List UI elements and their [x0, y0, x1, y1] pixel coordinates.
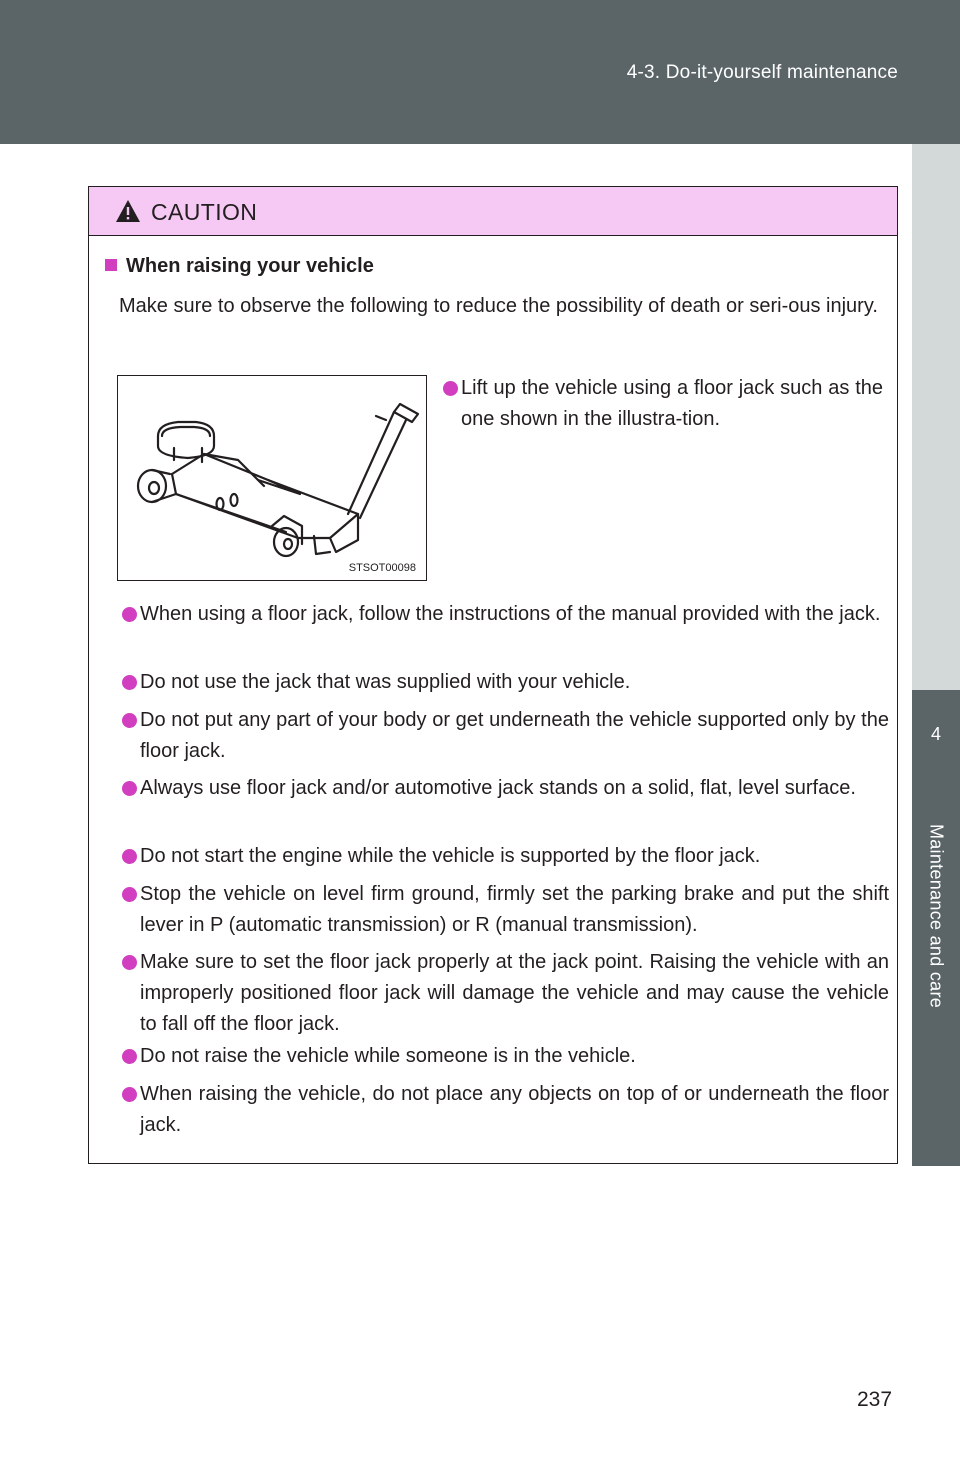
floor-jack-icon	[118, 376, 426, 580]
header-bar	[0, 0, 960, 144]
bullet-icon	[122, 1049, 137, 1064]
section-title: 4-3. Do-it-yourself maintenance	[626, 62, 898, 83]
page-number: 237	[857, 1388, 893, 1411]
caution-heading-text: When raising your vehicle	[126, 255, 374, 277]
figure-code: STSOT00098	[348, 562, 416, 574]
list-item: When using a floor jack, follow the instructions of the manual provided with the jack.	[122, 599, 889, 630]
square-bullet-icon	[105, 259, 117, 271]
caution-heading	[105, 255, 374, 278]
list-item: Do not start the engine while the vehicle is supported by the floor jack.	[122, 841, 889, 872]
caution-header	[89, 187, 897, 236]
list-item: Always use floor jack and/or automotive jack stands on a solid, flat, level surface.	[122, 773, 889, 804]
bullet-icon	[122, 675, 137, 690]
floor-jack-illustration	[117, 375, 427, 581]
chapter-title: Maintenance and care	[926, 823, 947, 1009]
list-item: Do not use the jack that was supplied with your vehicle.	[122, 667, 889, 698]
bullet-icon	[122, 781, 137, 796]
list-item: When raising the vehicle, do not place any objects on top of or underneath the floor jack.	[122, 1079, 889, 1141]
caution-box	[88, 186, 898, 1164]
list-item: Stop the vehicle on level firm ground, firmly set the parking brake and put the shift lever in P (automatic transmission) or R (manual transmission).	[122, 879, 889, 941]
warning-icon	[115, 199, 141, 223]
list-item: Lift up the vehicle using a floor jack such as the one shown in the illustra-tion.	[443, 373, 883, 435]
bullet-icon	[122, 955, 137, 970]
bullet-icon	[122, 1087, 137, 1102]
bullet-icon	[122, 849, 137, 864]
bullet-icon	[122, 607, 137, 622]
list-item: Do not put any part of your body or get underneath the vehicle supported only by the floor jack.	[122, 705, 889, 767]
side-tab-background	[912, 144, 960, 690]
list-item: Make sure to set the floor jack properly at the jack point. Raising the vehicle with an improperly positioned floor jack will damage the vehicle and may cause the vehicle to fall off the floor jack.	[122, 947, 889, 1040]
list-item: Do not raise the vehicle while someone is in the vehicle.	[122, 1041, 889, 1072]
chapter-number: 4	[930, 724, 941, 744]
bullet-icon	[122, 713, 137, 728]
bullet-icon	[122, 887, 137, 902]
caution-title: CAUTION	[151, 199, 258, 225]
intro-text: Make sure to observe the following to reduce the possibility of death or seri-ous injury.	[119, 295, 878, 317]
bullet-icon	[443, 381, 458, 396]
